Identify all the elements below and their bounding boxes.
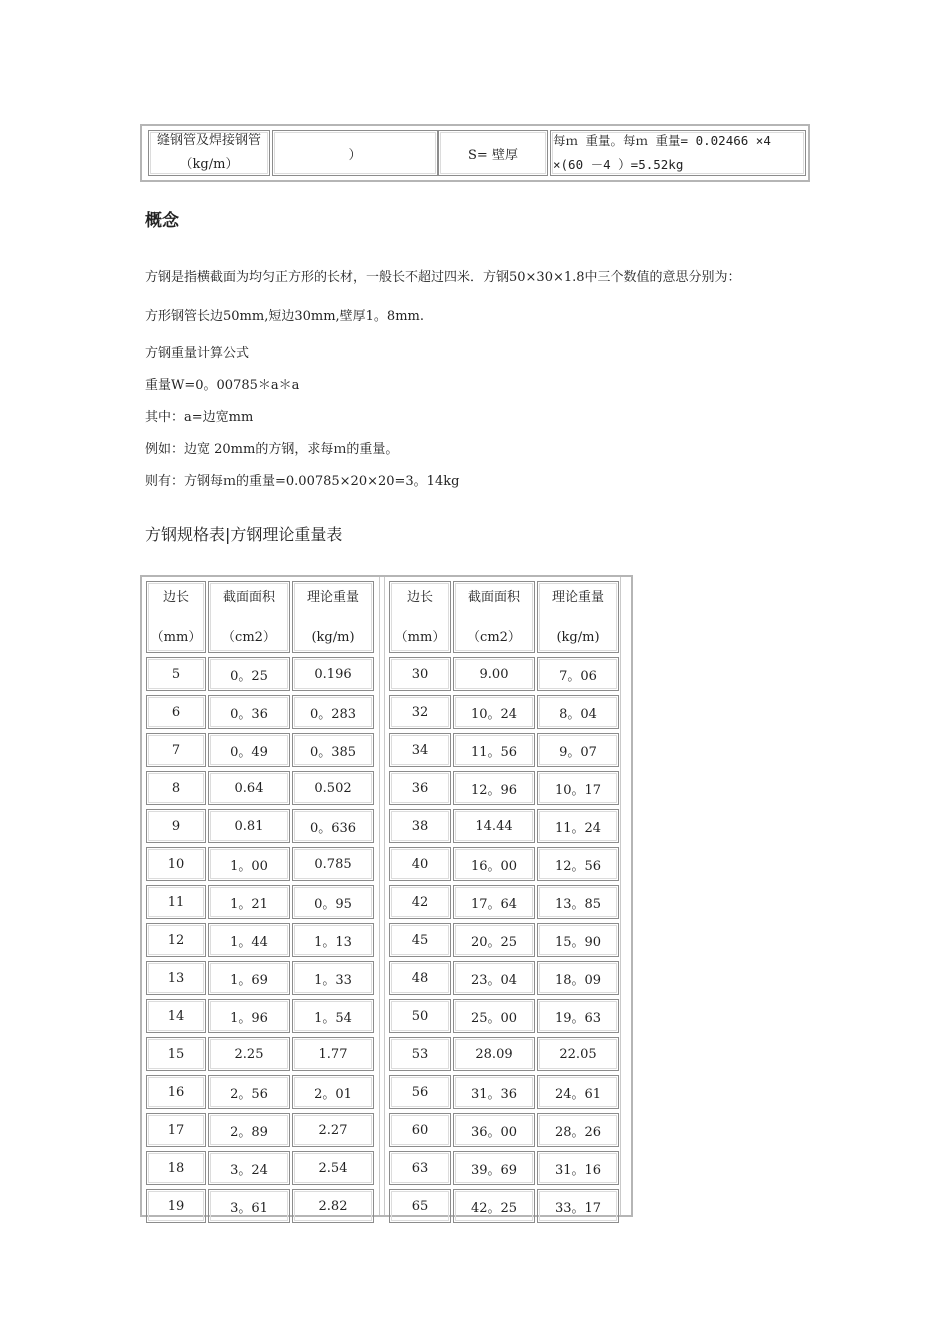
table-cell: 48	[389, 961, 451, 995]
table-cell: 1。00	[208, 847, 290, 881]
table-cell: 0。283	[292, 695, 374, 729]
table-cell: 2。56	[208, 1075, 290, 1109]
table-cell: 2.82	[292, 1189, 374, 1223]
table-cell: 0。636	[292, 809, 374, 843]
table-cell: S= 壁厚	[438, 130, 548, 176]
table-cell: 0。25	[208, 657, 290, 691]
column-header-name: 理论重量	[551, 590, 604, 605]
table-cell: 0.785	[292, 847, 374, 881]
table-cell: 0。49	[208, 733, 290, 767]
table-cell: 1。13	[292, 923, 374, 957]
table-cell: 13	[146, 961, 206, 995]
table-edge	[620, 577, 628, 1215]
table-cell: 12	[146, 923, 206, 957]
table-cell: 60	[389, 1113, 451, 1147]
table-cell: 28.09	[453, 1037, 535, 1071]
table-cell: 42。25	[453, 1189, 535, 1223]
paragraph: 其中：a=边宽mm	[145, 410, 254, 425]
table-cell: 1。33	[292, 961, 374, 995]
table-cell: 1。44	[208, 923, 290, 957]
column-header-name: 边长	[406, 590, 433, 605]
table-cell: 0。95	[292, 885, 374, 919]
table-cell: 0.502	[292, 771, 374, 805]
column-header-unit: （mm）	[150, 630, 202, 645]
table-cell: 31。36	[453, 1075, 535, 1109]
table-cell: 2.25	[208, 1037, 290, 1071]
column-header	[453, 581, 535, 653]
column-header	[389, 581, 451, 653]
table-cell: 8。04	[537, 695, 619, 729]
table-cell: 22.05	[537, 1037, 619, 1071]
section-heading: 概念	[145, 211, 179, 231]
table-cell: 39。69	[453, 1151, 535, 1185]
table-cell: 0。36	[208, 695, 290, 729]
table-cell: 18	[146, 1151, 206, 1185]
column-header-name: 边长	[162, 590, 189, 605]
table-cell: 31。16	[537, 1151, 619, 1185]
table-cell: 11。24	[537, 809, 619, 843]
table-cell: 16。00	[453, 847, 535, 881]
table-cell: 25。00	[453, 999, 535, 1033]
column-group-divider	[379, 577, 385, 1215]
table-cell: 13。85	[537, 885, 619, 919]
table-cell: 34	[389, 733, 451, 767]
table-cell: 12。96	[453, 771, 535, 805]
table-cell: 32	[389, 695, 451, 729]
table-cell: 3。61	[208, 1189, 290, 1223]
column-header-unit: （mm）	[394, 630, 446, 645]
table-cell: 17。64	[453, 885, 535, 919]
table-cell: 11。56	[453, 733, 535, 767]
paragraph: 则有：方钢每ｍ的重量=0.00785×20×20=3。14kg	[145, 474, 460, 489]
column-header-unit: （cm2）	[467, 630, 521, 645]
paragraph: 方钢是指横截面为均匀正方形的长材，一般长不超过四米．方钢50×30×1.8中三个数值的意思分别为：	[145, 270, 741, 285]
table-cell: ）	[272, 130, 438, 176]
table-cell: 33。17	[537, 1189, 619, 1223]
table-cell: 36。00	[453, 1113, 535, 1147]
table-cell: 19	[146, 1189, 206, 1223]
column-header	[292, 581, 374, 653]
table-cell: 9	[146, 809, 206, 843]
column-header-unit: （cm2）	[222, 630, 276, 645]
table-cell: 56	[389, 1075, 451, 1109]
table-cell: 11	[146, 885, 206, 919]
table-cell: 2.54	[292, 1151, 374, 1185]
table-cell: 24。61	[537, 1075, 619, 1109]
table-cell: 1。69	[208, 961, 290, 995]
table-cell: 42	[389, 885, 451, 919]
table-cell: 2。89	[208, 1113, 290, 1147]
table-cell: 0.81	[208, 809, 290, 843]
paragraph: 重量W=0。00785＊a＊a	[145, 378, 300, 393]
table-cell: 50	[389, 999, 451, 1033]
table-cell: 16	[146, 1075, 206, 1109]
table-cell: 0.196	[292, 657, 374, 691]
table-cell: 1。54	[292, 999, 374, 1033]
table-cell: 23。04	[453, 961, 535, 995]
table-cell: 40	[389, 847, 451, 881]
table-cell: 0.64	[208, 771, 290, 805]
table-cell: 63	[389, 1151, 451, 1185]
table-cell: 19。63	[537, 999, 619, 1033]
table-cell: 6	[146, 695, 206, 729]
table-cell: 2.27	[292, 1113, 374, 1147]
table-cell: 12。56	[537, 847, 619, 881]
table-cell: 8	[146, 771, 206, 805]
table-cell: 38	[389, 809, 451, 843]
table-cell: 28。26	[537, 1113, 619, 1147]
column-header	[208, 581, 290, 653]
table-cell: 10。24	[453, 695, 535, 729]
table-cell: 1。21	[208, 885, 290, 919]
table-cell: 36	[389, 771, 451, 805]
table-cell: 2。01	[292, 1075, 374, 1109]
paragraph: 例如：边宽 20mm的方钢，求每ｍ的重量。	[145, 442, 399, 457]
table-cell: 7。06	[537, 657, 619, 691]
table-cell: 1.77	[292, 1037, 374, 1071]
table-cell: 10。17	[537, 771, 619, 805]
table-cell: 10	[146, 847, 206, 881]
table-cell: 18。09	[537, 961, 619, 995]
table-cell: 30	[389, 657, 451, 691]
table-cell: 0。385	[292, 733, 374, 767]
column-header	[146, 581, 206, 653]
paragraph: 方形钢管长边50mm,短边30mm,壁厚1。8mm.	[145, 309, 424, 324]
square-steel-spec-table	[140, 575, 633, 1217]
paragraph: 方钢重量计算公式	[145, 346, 250, 361]
column-header-unit: (kg/m)	[556, 630, 600, 645]
column-header	[537, 581, 619, 653]
table-cell: 15	[146, 1037, 206, 1071]
table-cell: 14	[146, 999, 206, 1033]
table-cell: 每ｍ 重量。每ｍ 重量= 0.02466 ×4 ×(60 －4 ）=5.52kg	[550, 130, 806, 176]
table-title: 方钢规格表|方钢理论重量表	[145, 525, 343, 544]
table-cell: 5	[146, 657, 206, 691]
table-cell: 17	[146, 1113, 206, 1147]
table-cell: 15。90	[537, 923, 619, 957]
table-cell: 20。25	[453, 923, 535, 957]
column-header-name: 理论重量	[306, 590, 359, 605]
column-header-name: 截面面积	[222, 590, 275, 605]
table-cell: 1。96	[208, 999, 290, 1033]
table-cell: 7	[146, 733, 206, 767]
table-cell: 9.00	[453, 657, 535, 691]
pipe-formula-table	[140, 124, 810, 182]
table-cell: 3。24	[208, 1151, 290, 1185]
table-cell: 53	[389, 1037, 451, 1071]
table-cell: 65	[389, 1189, 451, 1223]
table-cell: 45	[389, 923, 451, 957]
column-header-unit: (kg/m)	[311, 630, 355, 645]
table-cell: 9。07	[537, 733, 619, 767]
table-cell: 缝钢管及焊接钢管（kg/m）	[148, 130, 270, 176]
table-cell: 14.44	[453, 809, 535, 843]
column-header-name: 截面面积	[467, 590, 520, 605]
